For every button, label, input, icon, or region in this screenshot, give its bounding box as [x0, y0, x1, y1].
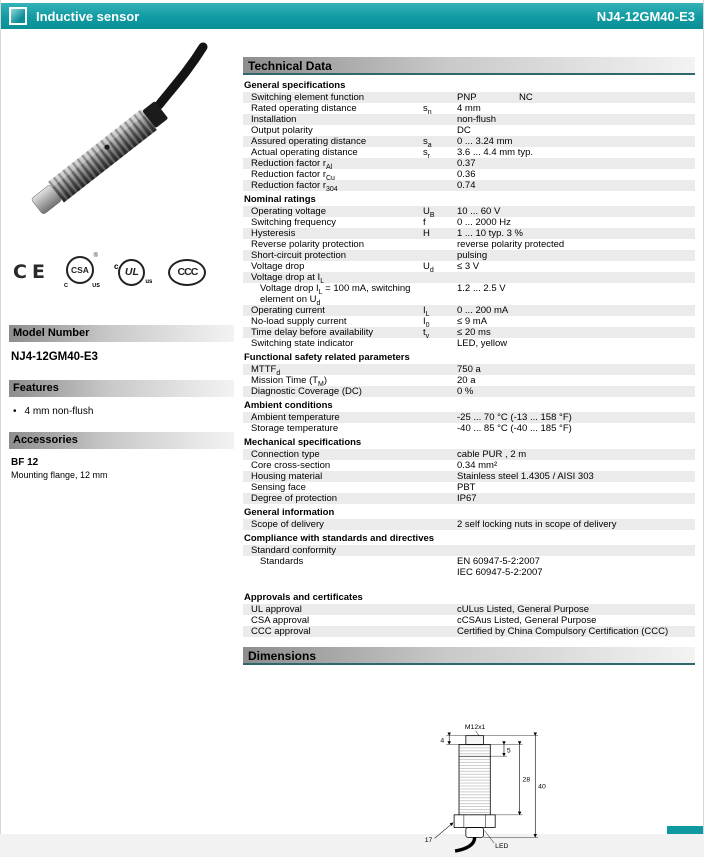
- spec-value: -40 ... 85 °C (-40 ... 185 °F): [457, 423, 572, 434]
- spec-label: Core cross-section: [251, 460, 331, 471]
- spec-label: Sensing face: [251, 482, 306, 493]
- spec-value: cULus Listed, General Purpose: [457, 604, 590, 615]
- spec-label: Actual operating distance: [251, 147, 358, 158]
- thread-length-label: 28: [522, 776, 531, 784]
- spec-row: [243, 206, 695, 217]
- spec-row: [243, 449, 695, 460]
- sensor-photo-graphic: [9, 49, 234, 247]
- spec-row: [243, 125, 695, 136]
- spec-row: [243, 412, 695, 423]
- spec-value: cCSAus Listed, General Purpose: [457, 615, 597, 626]
- spec-row: [243, 626, 695, 637]
- dimension-drawing-graphic: [418, 720, 588, 852]
- spec-label: Assured operating distance: [251, 136, 367, 147]
- led-offset-label: 5: [506, 747, 511, 755]
- spec-value: reverse polarity protected: [457, 239, 565, 250]
- spec-value: PNP NC: [457, 92, 533, 103]
- spec-symbol: $I_L$: [423, 305, 430, 318]
- section-title: Functional safety related parameters: [243, 349, 695, 364]
- spec-label: Standards: [260, 556, 304, 567]
- features-heading: Features: [9, 380, 234, 397]
- spec-symbol: f: [423, 217, 426, 228]
- spec-value: EN 60947-5-2:2007 IEC 60947-5-2:2007: [457, 556, 543, 578]
- model-number: NJ4-12GM40-E3: [11, 351, 98, 363]
- spec-row: [243, 239, 695, 250]
- spec-row: [243, 272, 695, 283]
- spec-value: 0 ... 3.24 mm: [457, 136, 513, 147]
- spec-value: DC: [457, 125, 471, 136]
- spec-label: Storage temperature: [251, 423, 339, 434]
- spec-value: pulsing: [457, 250, 488, 261]
- spec-label: Operating current: [251, 305, 325, 316]
- spec-label: Standard conformity: [251, 545, 337, 556]
- spec-row: [243, 386, 695, 397]
- spec-value: 20 a: [457, 375, 476, 386]
- spec-label: Housing material: [251, 471, 323, 482]
- spec-label: Switching frequency: [251, 217, 337, 228]
- spec-label: Reduction factor $r_{Al}$: [251, 158, 333, 171]
- spec-row: [243, 327, 695, 338]
- spec-label: $MTTF_d$: [251, 364, 281, 377]
- dimension-drawing: [418, 720, 588, 857]
- spec-value: 0 %: [457, 386, 474, 397]
- spec-value: -25 ... 70 °C (-13 ... 158 °F): [457, 412, 572, 423]
- spec-label: Short-circuit protection: [251, 250, 347, 261]
- spec-row: [243, 338, 695, 349]
- spec-value: cable PUR , 2 m: [457, 449, 527, 460]
- spec-label: Voltage drop at $I_L$: [251, 272, 325, 285]
- spec-label: Installation: [251, 114, 297, 125]
- spec-symbol: $t_v$: [423, 327, 430, 340]
- spec-value: 10 ... 60 V: [457, 206, 501, 217]
- spec-label: No-load supply current: [251, 316, 347, 327]
- ccc-mark-icon: CCC: [168, 259, 206, 286]
- spec-label: Switching state indicator: [251, 338, 354, 349]
- tip-length-label: 4: [440, 737, 445, 745]
- content-area: [1, 29, 703, 851]
- cul-us-mark-icon: c UL us: [114, 259, 152, 286]
- spec-label: Operating voltage: [251, 206, 326, 217]
- spec-value: 0.36: [457, 169, 476, 180]
- spec-row: [243, 136, 695, 147]
- spec-label: Degree of protection: [251, 493, 338, 504]
- spec-value: ≤ 3 V: [457, 261, 480, 272]
- csa-mark-icon: CSA ® C US: [63, 253, 100, 289]
- spec-label: Voltage drop: [251, 261, 305, 272]
- spec-label: Connection type: [251, 449, 320, 460]
- spec-label: Mission Time $(T_M)$: [251, 375, 328, 388]
- spec-value: 750 a: [457, 364, 481, 375]
- spec-value: 0.34 mm²: [457, 460, 498, 471]
- spec-label: Voltage drop $I_L = 100$ mA, switching element on $U_d$: [260, 283, 411, 307]
- section-title: General information: [243, 504, 695, 519]
- spec-value: non-flush: [457, 114, 497, 125]
- thread-size-label: M12x1: [464, 723, 486, 731]
- technical-table: [243, 77, 695, 637]
- spec-row: [243, 158, 695, 169]
- section-title: Ambient conditions: [243, 397, 695, 412]
- ce-mark-icon: CE: [13, 261, 50, 283]
- section-title: Mechanical specifications: [243, 434, 695, 449]
- spec-label: Output polarity: [251, 125, 313, 136]
- spec-symbol: $s_a$: [423, 136, 432, 149]
- spec-value: 3.6 ... 4.4 mm typ.: [457, 147, 534, 158]
- spec-row: [243, 316, 695, 327]
- brand-logo-icon: [9, 7, 27, 25]
- wrench-size-label: 17: [424, 837, 433, 845]
- spec-label: Rated operating distance: [251, 103, 357, 114]
- spec-row: [243, 493, 695, 504]
- spec-symbol: $s_r$: [423, 147, 431, 160]
- spec-label: CCC approval: [251, 626, 311, 637]
- spec-value: 1 ... 10 typ. 3 %: [457, 228, 524, 239]
- header-model-number: NJ4-12GM40-E3: [596, 8, 695, 24]
- spec-row: [243, 423, 695, 434]
- spec-label: Scope of delivery: [251, 519, 324, 530]
- spec-value: 0.37: [457, 158, 476, 169]
- spec-row: [243, 604, 695, 615]
- feature-item: • 4 mm non-flush: [9, 397, 234, 417]
- spec-row: [243, 103, 695, 114]
- spec-value: IP67: [457, 493, 477, 504]
- section-title: Approvals and certificates: [243, 589, 695, 604]
- spec-symbol: $U_d$: [423, 261, 434, 274]
- spec-value: 1.2 ... 2.5 V: [457, 283, 506, 294]
- spec-row: [243, 545, 695, 556]
- spec-label: Switching element function: [251, 92, 365, 103]
- technical-data-heading: Technical Data: [243, 57, 695, 75]
- spec-label: UL approval: [251, 604, 302, 615]
- page-title: Inductive sensor: [36, 8, 140, 24]
- spec-symbol: H: [423, 228, 430, 239]
- accessory-name: BF 12: [11, 457, 39, 468]
- spec-label: Diagnostic Coverage (DC): [251, 386, 362, 397]
- dimensions-heading: Dimensions: [243, 647, 695, 665]
- spec-row: [243, 228, 695, 239]
- footer-accent-bar: [667, 826, 703, 834]
- right-column: [243, 29, 695, 851]
- spec-symbol: $s_n$: [423, 103, 432, 116]
- spec-value: 0 ... 2000 Hz: [457, 217, 511, 228]
- spec-label: Time delay before availability: [251, 327, 374, 338]
- spec-row: [243, 114, 695, 125]
- spec-row: [243, 471, 695, 482]
- spec-row: [243, 261, 695, 272]
- overall-length-label: 40: [538, 783, 546, 791]
- model-number-heading: Model Number: [9, 325, 234, 342]
- spec-value: Certified by China Compulsory Certification (CCC): [457, 626, 669, 637]
- spec-value: 4 mm: [457, 103, 481, 114]
- spec-row: [243, 169, 695, 180]
- accessory-description: Mounting flange, 12 mm: [11, 470, 108, 480]
- led-label: LED: [495, 843, 509, 851]
- spec-row: [243, 556, 695, 578]
- spec-row: [243, 250, 695, 261]
- spec-label: Reverse polarity protection: [251, 239, 364, 250]
- spec-value: LED, yellow: [457, 338, 508, 349]
- spec-value: ≤ 20 ms: [457, 327, 491, 338]
- spec-row: [243, 147, 695, 158]
- spec-label: Hysteresis: [251, 228, 296, 239]
- section-title: Compliance with standards and directives: [243, 530, 695, 545]
- spec-row: [243, 305, 695, 316]
- section-title: General specifications: [243, 77, 695, 92]
- section-title: Nominal ratings: [243, 191, 695, 206]
- spec-row: [243, 519, 695, 530]
- spec-label: Ambient temperature: [251, 412, 340, 423]
- spec-value: Stainless steel 1.4305 / AISI 303: [457, 471, 594, 482]
- spec-row: [243, 283, 695, 305]
- spec-row: [243, 375, 695, 386]
- spec-row: [243, 482, 695, 493]
- spec-label: CSA approval: [251, 615, 310, 626]
- spec-value: ≤ 9 mA: [457, 316, 488, 327]
- spec-row: [243, 615, 695, 626]
- spec-label: Reduction factor $r_{Cu}$: [251, 169, 335, 182]
- page-header: [1, 3, 703, 29]
- product-photo: [9, 49, 234, 247]
- spec-symbol: $I_0$: [423, 316, 430, 329]
- spec-symbol: $U_B$: [423, 206, 435, 219]
- spec-value: PBT: [457, 482, 476, 493]
- spec-value: 0 ... 200 mA: [457, 305, 509, 316]
- spec-row: [243, 460, 695, 471]
- left-column: [9, 29, 234, 834]
- accessories-heading: Accessories: [9, 432, 234, 449]
- spec-row: [243, 180, 695, 191]
- spec-row: [243, 92, 695, 103]
- spec-row: [243, 217, 695, 228]
- spec-value: 2 self locking nuts in scope of delivery: [457, 519, 617, 530]
- spec-label: Reduction factor $r_{304}$: [251, 180, 338, 193]
- spec-value: 0.74: [457, 180, 476, 191]
- certification-marks: [9, 249, 234, 295]
- spec-row: [243, 364, 695, 375]
